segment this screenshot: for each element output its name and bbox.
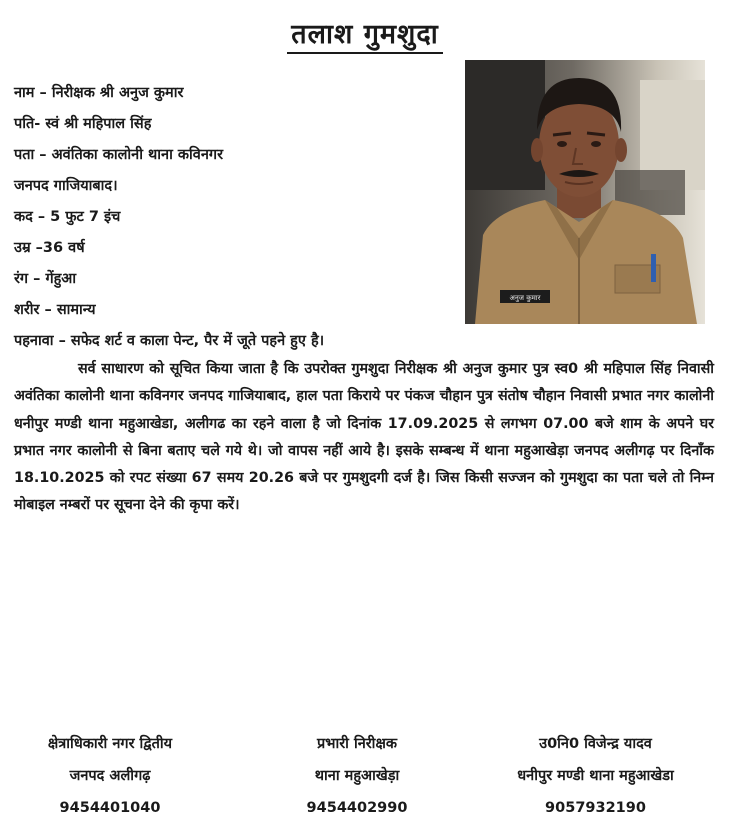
signatory-place: धनीपुर मण्डी थाना महुआखेडा <box>517 768 674 784</box>
notice-paragraph: सर्व साधारण को सूचित किया जाता है कि उपरोक्त गुमशुदा निरीक्षक श्री अनुज कुमार पुत्र स्व0 श्री महिपाल सिंह निवासी अवंतिका कालोनी थाना कविनगर जनपद गाजियाबाद, हाल पता किराये पर पंकज चौहान पुत्र संतोष चौहान निवासी प्रभात नगर कालोनी धनीपुर मण्डी थाना महुआखेडा, अलीगढ का रहने वाला है जो दिनांक 17.09.2025 से लगभग 07.00 बजे शाम के अपने घर प्रभात नगर कालोनी से बिना बताए चले गये थे। जो वापस नहीं आये है। इसके सम्बन्ध में थाना महुआखेड़ा जनपद अलीगढ़ पर दिनाँक 18.10.2025 को रपट संख्या 67 समय 20.26 बजे पर गुमशुदगी दर्ज है। जिस किसी सज्जन को गुमशुदा का पता चले तो निम्न मोबाइल नम्बरों पर सूचना देने की कृपा करें। <box>14 361 714 514</box>
page-title <box>0 14 730 51</box>
signatory-phone: 9057932190 <box>545 800 646 816</box>
signatory-circle-officer <box>10 728 210 816</box>
detail-complexion: रंग – गेंहुआ <box>14 271 77 287</box>
photo-illustration <box>465 60 705 324</box>
signatory-title: उ0नि0 विजेन्द्र यादव <box>539 736 652 752</box>
detail-father: पति- स्वं श्री महिपाल सिंह <box>14 116 152 132</box>
signatory-title: क्षेत्राधिकारी नगर द्वितीय <box>47 736 173 752</box>
signatory-inspector <box>262 728 452 816</box>
signatory-place: थाना महुआखेड़ा <box>314 768 400 784</box>
detail-name: नाम – निरीक्षक श्री अनुज कुमार <box>14 85 184 101</box>
detail-district: जनपद गाजियाबाद। <box>14 178 118 194</box>
person-details <box>14 78 474 357</box>
photo-name-tag: अनुज कुमार <box>509 294 541 302</box>
page-title-text: तलाश गुमशुदा <box>287 19 443 54</box>
detail-age: उम्र –36 वर्ष <box>14 240 85 256</box>
signatory-phone: 9454402990 <box>306 800 408 816</box>
signatory-phone: 9454401040 <box>59 800 161 816</box>
signatory-place: जनपद अलीगढ़ <box>69 768 151 784</box>
detail-build: शरीर – सामान्य <box>14 302 96 318</box>
detail-height: कद – 5 फुट 7 इंच <box>14 209 121 225</box>
signatory-sub-inspector <box>468 728 723 816</box>
detail-address: पता – अवंतिका कालोनी थाना कविनगर <box>14 147 223 163</box>
missing-person-photo <box>465 60 705 324</box>
detail-clothing: पहनावा – सफेद शर्ट व काला पेन्ट, पैर में जूते पहने हुए है। <box>14 333 325 349</box>
signatory-title: प्रभारी निरीक्षक <box>317 736 397 752</box>
